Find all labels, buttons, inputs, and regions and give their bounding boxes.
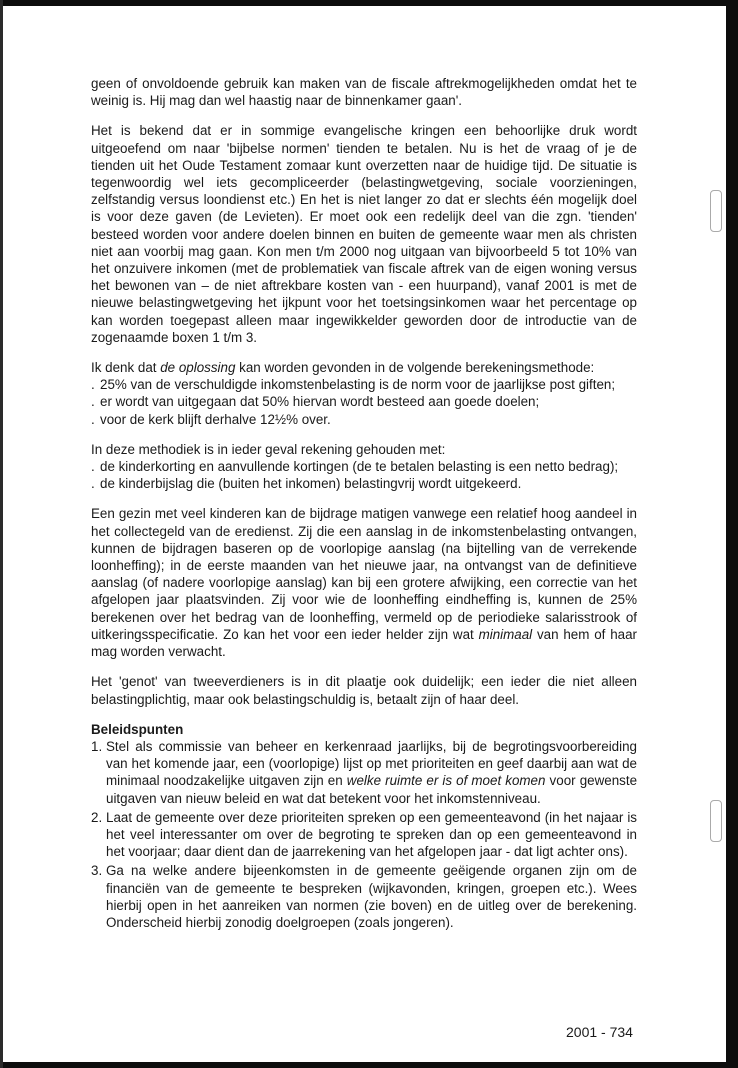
policy-points-section (91, 721, 637, 931)
list-item: . voor de kerk blijft derhalve 12½% over. (91, 411, 331, 427)
paragraph-1: geen of onvoldoende gebruik kan maken van de fiscale aftrekmogelijkheden omdat het te weinig is. Hij mag dan wel haastig naar de binnenkamer gaan'. (91, 76, 637, 109)
scan-border-left (0, 0, 3, 1068)
list-item: . de kinderkorting en aanvullende kortingen (de te betalen belasting is een netto bedrag); (91, 459, 619, 475)
paragraph-2: Het is bekend dat er in sommige evangelische kringen een behoorlijke druk wordt uitgeoefend om naar 'bijbelse normen' tienden te betalen. Nu is het de vraag of je de tienden uit het Oude Testament zomaar kunt overzetten naar de huidige tijd. De situatie is tegenwoordig wel iets gecompliceerder (belastingwetgeving, sociale voorzieningen, zelfstandig versus loondienst etc.) En het is niet langer zo dat er slechts één mogelijk doel is voor deze gaven (de Levieten). Er moet ook een redelijk deel van die zgn. 'tienden' besteed worden voor andere doelen binnen en buiten de gemeente waar men als christen niet aan voorbij mag gaan. Kon men t/m 2000 nog uitgaan van bijvoorbeeld 5 tot 10% van het onzuivere inkomen (met de problematiek van fiscale aftrek van de eigen woning versus het bewonen van – de niet aftrekbare kosten van - een huurpand), vanaf 2001 is met de nieuwe belastingwetgeving het ijkpunt voor het toetsingsinkomen waar het percentage op kan worden toegepast alleen maar ingewikkelder geworden door de introductie van de zogenaamde boxen 1 t/m 3. (91, 123, 637, 345)
binder-hole-mark (710, 800, 722, 842)
scan-border-top (0, 0, 738, 6)
scan-border-right (726, 0, 738, 1068)
paragraph-6: Het 'genot' van tweeverdieners is in dit plaatje ook duidelijk; een ieder die niet alleen belastingplichtig, maar ook belastingschuldig is, betaalt zijn of haar deel. (91, 674, 637, 707)
methodology-lead: In deze methodiek is in ieder geval rekening gehouden met: (91, 441, 446, 457)
paragraph-5: Een gezin met veel kinderen kan de bijdrage matigen vanwege een relatief hoog aandeel in het collectegeld van de eredienst. Zij die een aanslag in de inkomstenbelasting ontvangen, kunnen de bijdragen baseren op de voorlopige aanslag (na bijtelling van de verrekende loonheffing); in de eerste maanden van het nieuwe jaar, na ontvangst van de definitieve aanslag (of nadere voorlopige aanslag) kan bij een grotere afwijking, een correctie van het afgelopen jaar plaatsvinden. Zij voor wie de loonheffing eindheffing is, kunnen de 25% berekenen over het bedrag van de loonheffing, vermeld op de periodieke salarisstrook of uitkeringsspecificatie. Zo kan het voor een ieder helder zijn wat minimaal van hem of haar mag worden verwacht. (91, 506, 637, 660)
list-item: . de kinderbijslag die (buiten het inkomen) belastingvrij wordt uitgekeerd. (91, 476, 522, 492)
numbered-item: 2. Laat de gemeente over deze prioriteiten spreken op een gemeenteavond (in het najaar is het veel interessanter om over de begroting te spreken dan op een gemeenteavond in het voorjaar; daar dient dan de jaarrekening van het afgelopen jaar - dat ligt achter ons). (91, 809, 637, 860)
list-item: . 25% van de verschuldigde inkomstenbelasting is de norm voor de jaarlijkse post giften; (91, 377, 616, 393)
document-page (91, 75, 637, 933)
calculation-lead: Ik denk dat de oplossing kan worden gevonden in de volgende berekeningsmethode: (91, 360, 595, 376)
scan-border-bottom (0, 1062, 738, 1068)
list-item: . er wordt van uitgegaan dat 50% hiervan wordt besteed aan goede doelen; (91, 394, 540, 410)
section-heading: Beleidspunten (91, 721, 184, 737)
numbered-item: 3. Ga na welke andere bijeenkomsten in de gemeente geëigende organen zijn om de financiën van de gemeente te bespreken (wijkavonden, kringen, groepen etc.). Wees hierbij open in het aanreiken van normen (zie boven) en de uitleg over de berekening. Onderscheid hierbij zonodig doelgroepen (zoals jongeren). (91, 863, 637, 930)
paragraph-calculation-method (91, 359, 637, 428)
binder-hole-mark (710, 190, 722, 232)
page-number: 2001 - 734 (566, 1024, 633, 1040)
paragraph-methodology (91, 441, 637, 493)
numbered-item: 1. Stel als commissie van beheer en kerkenraad jaarlijks, bij de begrotingsvoorbereiding van het komende jaar, een (voorlopige) lijst op met prioriteiten en geef daarbij aan wat de minimaal noodzakelijke uitgaven zijn en welke ruimte er is of moet komen voor gewenste uitgaven van nieuw beleid en wat dat betekent voor het inkomstenniveau. (91, 738, 638, 806)
